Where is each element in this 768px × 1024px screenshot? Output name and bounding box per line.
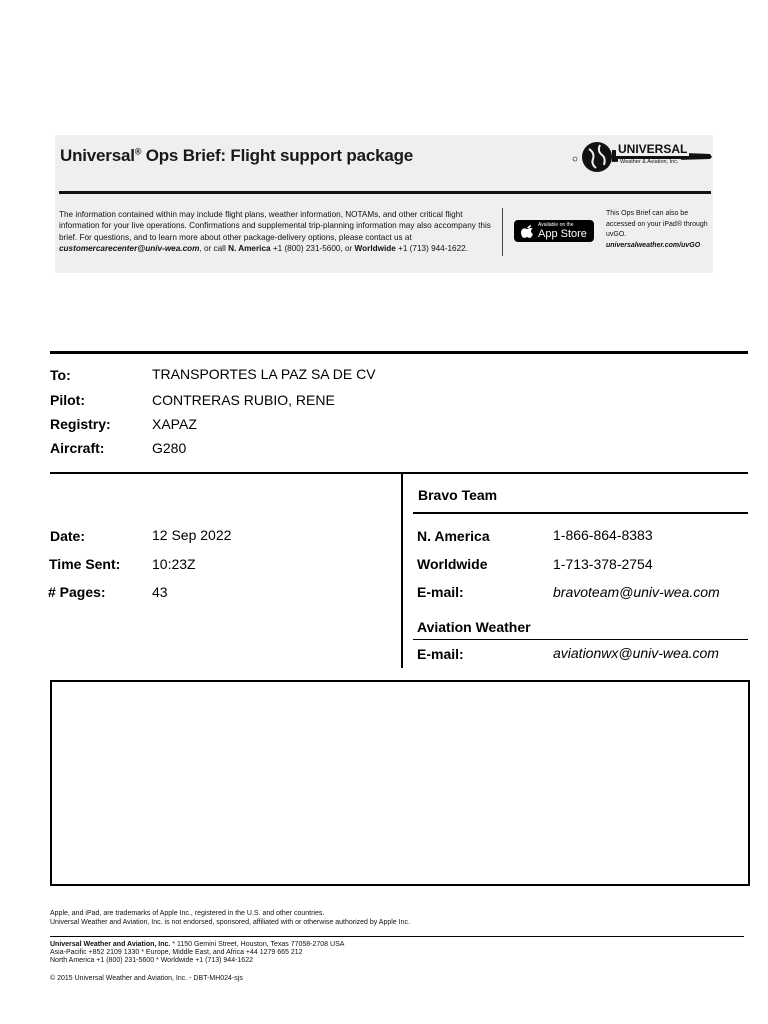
time-sent-label: Time Sent: <box>49 556 121 572</box>
registry-value: XAPAZ <box>152 416 197 432</box>
column-divider <box>401 474 403 668</box>
footer-rule <box>50 936 744 937</box>
to-label: To: <box>50 367 71 383</box>
uvgo-note: This Ops Brief can also be accessed on your iPad® through uvGO. universalweather.com/uvGO <box>606 210 708 249</box>
bravo-rule <box>413 512 748 514</box>
time-sent-value: 10:23Z <box>152 556 196 572</box>
aviation-weather-title: Aviation Weather <box>417 619 531 635</box>
banner-rule <box>59 191 711 194</box>
trademark-line-2: Universal Weather and Aviation, Inc. is not endorsed, sponsored, affiliated with or otherwise authorized by Apple Inc. <box>50 919 410 926</box>
aviation-weather-rule <box>413 639 748 640</box>
info-paragraph: The information contained within may include flight plans, weather information, NOTAMs, and other critical flight information for your live operations. Confirmations and supplemental trip-planning information may also accompany this brief. For questions, and to learn more about other package-delivery options, please contact us at customercarecenter@univ-wea.com, or call N. America +1 (800) 231-5600, or Worldwide +1 (713) 944-1622. <box>59 210 491 254</box>
bravo-email-label: E-mail: <box>417 584 464 600</box>
bravo-email-link[interactable]: bravoteam@univ-wea.com <box>553 584 720 600</box>
bravo-na-label: N. America <box>417 528 490 544</box>
pilot-value: CONTRERAS RUBIO, RENE <box>152 392 335 408</box>
aircraft-value: G280 <box>152 440 187 456</box>
app-store-small-text: Available on the <box>538 222 574 228</box>
america-phones: North America +1 (800) 231-5600 * Worldwide +1 (713) 944-1622 <box>50 957 253 964</box>
to-value: TRANSPORTES LA PAZ SA DE CV <box>152 366 376 382</box>
pages-label: # Pages: <box>48 584 106 600</box>
date-label: Date: <box>50 528 86 544</box>
aviation-email-label: E-mail: <box>417 646 464 662</box>
registry-label: Registry: <box>50 416 111 432</box>
date-value: 12 Sep 2022 <box>152 527 232 543</box>
copyright: © 2015 Universal Weather and Aviation, Inc. - DBT-MH024-sjs <box>50 975 243 982</box>
logo-word: UNIVERSAL <box>618 142 688 156</box>
uvgo-link[interactable]: universalweather.com/uvGO <box>606 241 701 249</box>
universal-logo <box>570 140 715 174</box>
apple-icon <box>520 224 534 239</box>
notes-box <box>50 680 750 886</box>
bravo-team-title: Bravo Team <box>418 487 498 503</box>
pilot-label: Pilot: <box>50 392 85 408</box>
app-store-badge[interactable] <box>514 220 594 242</box>
aircraft-label: Aircraft: <box>50 440 105 456</box>
asia-europe-phones: Asia-Pacific +852 2109 1330 * Europe, Middle East, and Africa +44 1279 665 212 <box>50 949 303 956</box>
customer-care-email[interactable]: customercarecenter@univ-wea.com <box>59 244 200 254</box>
company-address: Universal Weather and Aviation, Inc. * 1150 Gemini Street, Houston, Texas 77058-2708 USA <box>50 941 345 948</box>
pages-value: 43 <box>152 584 168 600</box>
bravo-ww-phone: 1-713-378-2754 <box>553 556 653 572</box>
middle-rule <box>50 472 748 474</box>
trademark-line-1: Apple, and iPad, are trademarks of Apple Inc., registered in the U.S. and other countries. <box>50 910 325 917</box>
top-rule <box>50 351 748 354</box>
app-store-big-text: App Store <box>538 228 587 240</box>
brief-title: Universal® Ops Brief: Flight support package <box>60 146 414 165</box>
bravo-na-phone: 1-866-864-8383 <box>553 527 653 543</box>
logo-subtitle: Weather & Aviation, Inc. <box>620 159 679 165</box>
banner-divider <box>502 208 503 256</box>
aviation-email-link[interactable]: aviationwx@univ-wea.com <box>553 645 719 661</box>
bravo-ww-label: Worldwide <box>417 556 488 572</box>
